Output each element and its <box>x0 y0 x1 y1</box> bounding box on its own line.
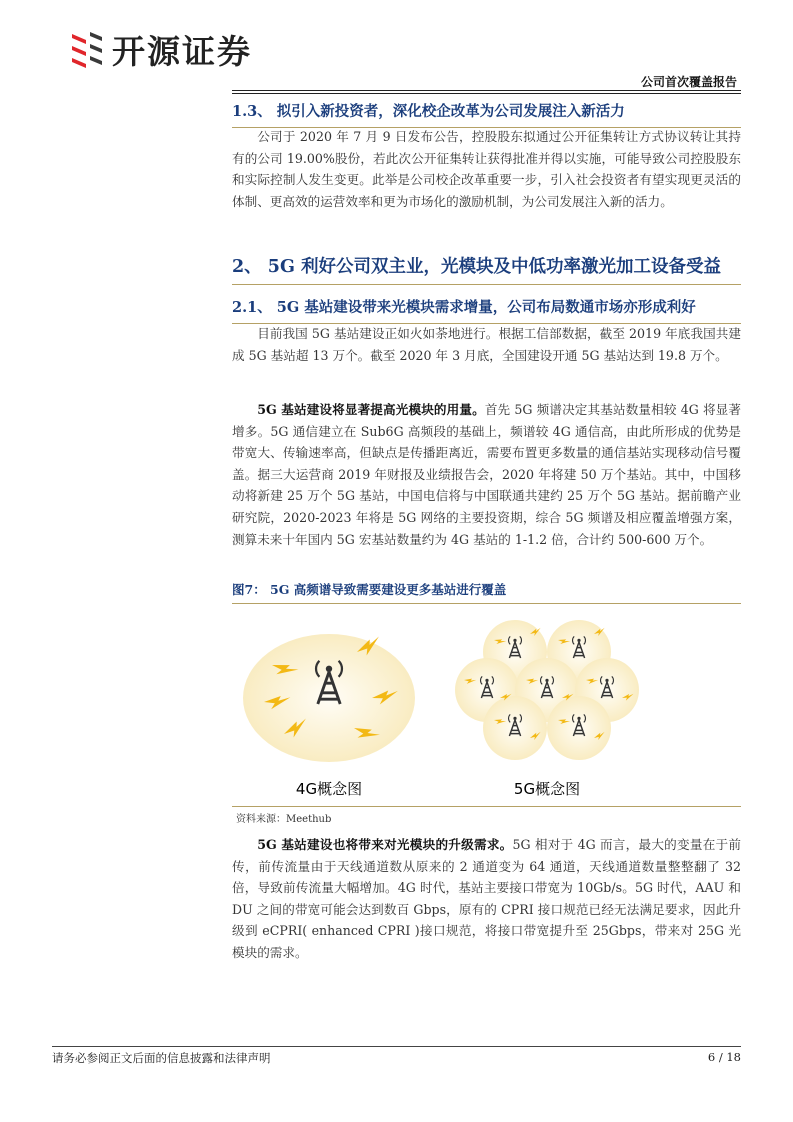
figure-7-title: 图7： 5G 高频谱导致需要建设更多基站进行覆盖 <box>232 580 741 604</box>
section-2-1-heading: 2.1、 5G 基站建设带来光模块需求增量，公司布局数通市场亦形成利好 <box>232 296 741 324</box>
figure-source-divider <box>232 806 741 807</box>
figure-source: 资料来源：Meethub <box>236 814 332 825</box>
section-1-3-body: 公司于 2020 年 7 月 9 日发布公告，控股股东拟通过公开征集转让方式协议转让其持有的公司 19.00%股份，若此次公开征集转让获得批准并得以实施，可能导致公司控股股东和实际控制人发生变更。此举是公司校企改革重要一步，引入社会投资者有望实现更灵活的体制、更高效的运营效率和更为市场化的激励机制，为公司发展注入新的活力。 <box>232 129 741 209</box>
figure-7-illustration <box>232 610 741 806</box>
footer-disclaimer: 请务必参阅正文后面的信息披露和法律声明 <box>52 1051 271 1065</box>
section-2-1-paragraph-3 <box>232 834 741 964</box>
paragraph-2-body: 首先 5G 频谱决定其基站数量相较 4G 将显著增多。5G 通信建立在 Sub6G 高频段的基础上，频谱较 4G 通信高，由此所形成的优势是带宽大、传输速率高，但缺点是传播距离近，需要布置更多数量的通信基站实现移动信号覆盖。据三大运营商 2019 年财报及业绩报告会，2020 年将建 50 万个基站。其中，中国移动将新建 25 万个 5G 基站，中国电信将与中国联通共建约 25 万个 5G 基站。据前瞻产业研究院，2020-2023 年将是 5G 网络的主要投资期，综合 5G 频谱及相应覆盖增强方案，测算未来十年国内 5G 宏基站数量约为 4G 基站的 1-1.2 倍，合计约 500-600 万个。 <box>232 402 741 547</box>
section-2-1-paragraph-2 <box>232 399 741 550</box>
header-divider-thin <box>232 93 741 94</box>
brand-name: 开源证券 <box>112 32 252 71</box>
section-2-1-paragraph-1: 目前我国 5G 基站建设正如火如荼地进行。根据工信部数据，截至 2019 年底我国共建成 5G 基站超 13 万个。截至 2020 年 3 月底，全国建设开通 5G 基站达到 19.8 万个。 <box>232 326 741 363</box>
5g-caption: 5G概念图 <box>513 780 581 798</box>
footer-divider <box>52 1046 741 1047</box>
header-divider <box>232 90 741 91</box>
page-number: 6 / 18 <box>707 1050 741 1064</box>
paragraph-3-lead: 5G 基站建设也将带来对光模块的升级需求。 <box>257 837 513 852</box>
report-type: 公司首次覆盖报告 <box>640 75 737 89</box>
5g-coverage-cells <box>455 620 639 760</box>
coverage-diagram <box>232 610 741 806</box>
brand-logo-icon <box>68 28 108 70</box>
paragraph-2-lead: 5G 基站建设将显著提高光模块的用量。 <box>257 402 485 417</box>
4g-caption: 4G概念图 <box>295 780 363 798</box>
section-2-heading: 2、 5G 利好公司双主业，光模块及中低功率激光加工设备受益 <box>232 253 741 285</box>
section-1-3-heading: 1.3、 拟引入新投资者，深化校企改革为公司发展注入新活力 <box>232 100 741 128</box>
paragraph-3-body: 5G 相对于 4G 而言，最大的变量在于前传，前传流量由于天线通道数从原来的 2 通道变为 64 通道，天线通道数量整整翻了 32 倍，导致前传流量大幅增加。4G 时代，基站主要接口带宽为 10Gb/s。5G 时代，AAU 和 DU 之间的带宽可能会达到数百 Gbps，原有的 CPRI 接口规范已经无法满足要求，因此升级到 eCPRI( enhanced CPRI )接口规范，将接口带宽提升至 25Gbps，带来对 25G 光模块的需求。 <box>232 837 741 960</box>
